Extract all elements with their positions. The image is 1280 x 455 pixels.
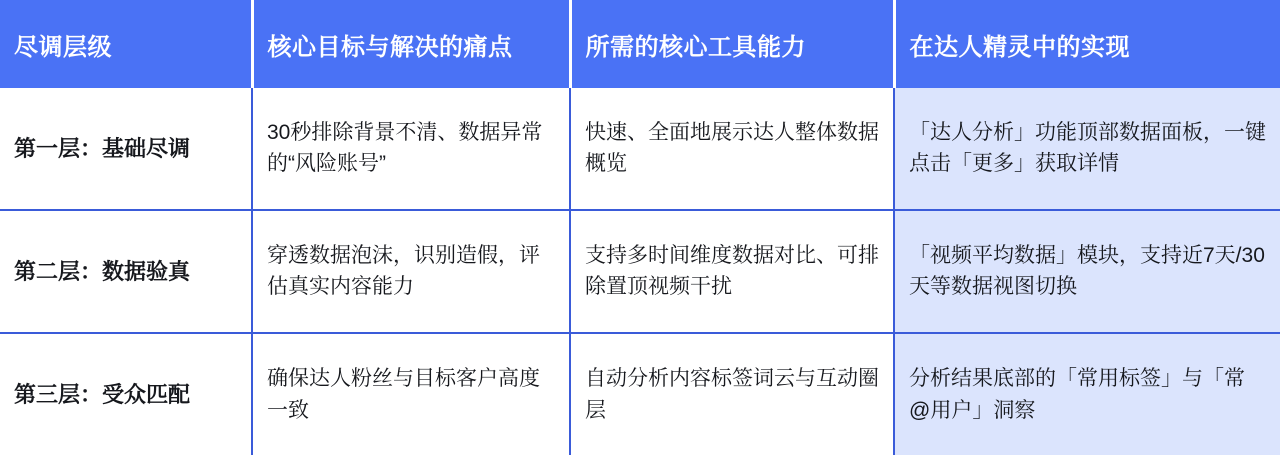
cell-level: 第二层：数据验真	[0, 210, 252, 333]
column-header-implementation: 在达人精灵中的实现	[894, 0, 1280, 88]
table-body	[0, 88, 1280, 455]
column-header-level: 尽调层级	[0, 0, 252, 88]
table-row	[0, 333, 1280, 455]
cell-capability: 快速、全面地展示达人整体数据概览	[570, 88, 894, 210]
table-row	[0, 210, 1280, 333]
cell-capability: 自动分析内容标签词云与互动圈层	[570, 333, 894, 455]
cell-level: 第一层：基础尽调	[0, 88, 252, 210]
table-row	[0, 88, 1280, 210]
cell-implementation: 「视频平均数据」模块，支持近7天/30天等数据视图切换	[894, 210, 1280, 333]
cell-level: 第三层：受众匹配	[0, 333, 252, 455]
table-header	[0, 0, 1280, 88]
cell-goal: 30秒排除背景不清、数据异常的“风险账号”	[252, 88, 570, 210]
cell-implementation: 「达人分析」功能顶部数据面板，一键点击「更多」获取详情	[894, 88, 1280, 210]
column-header-capability: 所需的核心工具能力	[570, 0, 894, 88]
cell-goal: 确保达人粉丝与目标客户高度一致	[252, 333, 570, 455]
cell-capability: 支持多时间维度数据对比、可排除置顶视频干扰	[570, 210, 894, 333]
table-header-row	[0, 0, 1280, 88]
column-header-goal: 核心目标与解决的痛点	[252, 0, 570, 88]
cell-implementation: 分析结果底部的「常用标签」与「常@用户」洞察	[894, 333, 1280, 455]
cell-goal: 穿透数据泡沫，识别造假，评估真实内容能力	[252, 210, 570, 333]
